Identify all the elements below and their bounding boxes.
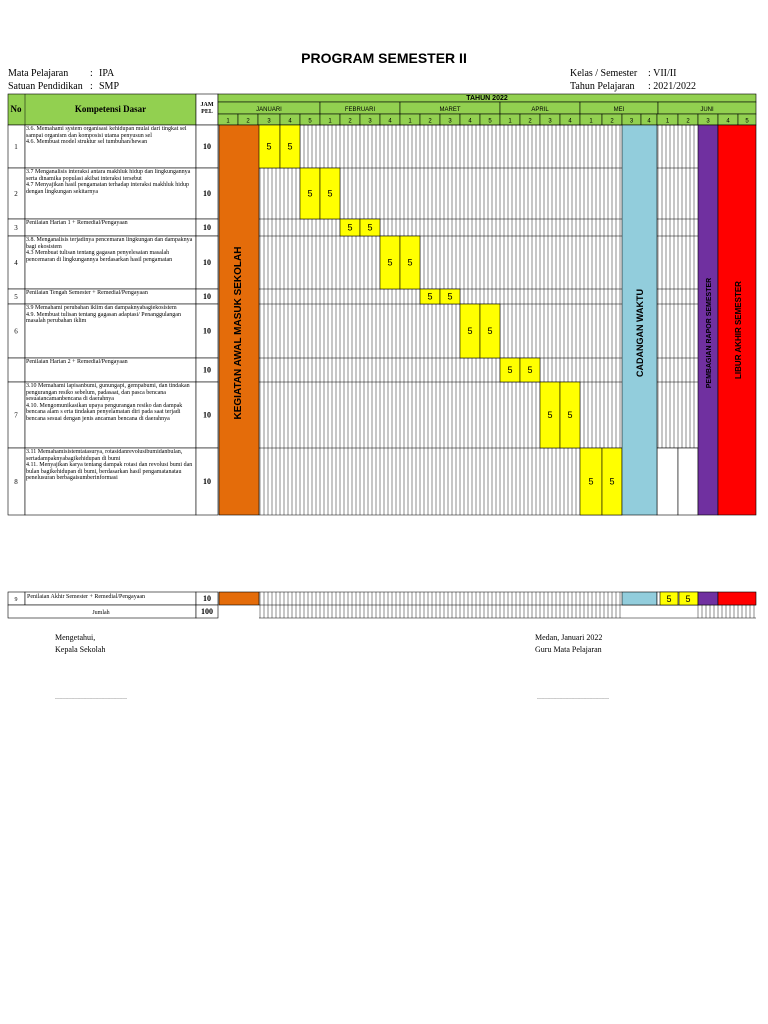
row-jam: 10 — [203, 223, 211, 232]
row-kd — [26, 359, 195, 381]
blank-cell — [678, 448, 698, 515]
row-number: 8 — [14, 478, 18, 486]
row9-hours: 5 — [685, 594, 691, 604]
header-week-label: 2 — [428, 118, 432, 125]
mapel-value: IPA — [99, 68, 115, 79]
header-week-label: 1 — [589, 118, 593, 125]
header-week-label: 3 — [629, 118, 634, 125]
header-week-label: 3 — [267, 118, 271, 125]
highlight-hours: 5 — [507, 365, 513, 375]
row9-kd: Penilaian Akhir Semester + Remedial/Pengayaan — [27, 594, 146, 600]
highlight-hours: 5 — [567, 410, 573, 420]
header-month-label: MEI — [613, 107, 625, 113]
highlight-hours: 5 — [487, 326, 493, 336]
row-number: 5 — [14, 293, 18, 301]
cadangan-label: CADANGAN WAKTU — [635, 289, 645, 377]
row9-kegiatan — [219, 592, 259, 605]
row-no-cell — [8, 358, 25, 382]
header-week-label: 4 — [647, 118, 651, 125]
header-week-label: 1 — [328, 118, 332, 125]
kelas-value: : VII/II — [648, 68, 677, 79]
kelas-label: Kelas / Semester — [570, 68, 638, 79]
sign-dots-left: ……………………………… — [55, 695, 127, 701]
header-week-label: 2 — [528, 118, 532, 125]
header-week-label: 1 — [508, 118, 512, 125]
highlight-hours: 5 — [266, 141, 272, 152]
header-month-label: JANUARI — [256, 107, 282, 113]
header-week-label: 3 — [368, 118, 372, 125]
jumlah-value: 100 — [201, 607, 213, 616]
row-jam: 10 — [203, 142, 211, 151]
row9-cadangan — [622, 592, 657, 605]
header-week-label: 4 — [468, 118, 472, 125]
row-jam: 10 — [203, 477, 211, 486]
sign-left — [55, 632, 105, 656]
header-month-label: FEBRUARI — [344, 107, 376, 113]
header-week-label: 1 — [226, 118, 230, 125]
header-week-label: 1 — [408, 118, 412, 125]
header-week-label: 5 — [745, 118, 749, 125]
header-week-label: 4 — [388, 118, 392, 125]
row9-libur — [718, 592, 756, 605]
row-kd — [26, 383, 195, 447]
row-jam: 10 — [203, 189, 211, 198]
blank-cell — [657, 448, 678, 515]
header-week-label: 3 — [548, 118, 552, 125]
row-kd-text: 3.9 Memahami perubahan iklim dan dampaknyabagiekosistem 4.9. Membuat tulisan tentang gagasan adaptasi/ Penanggulangan masalah perubahan iklim — [26, 305, 181, 325]
sign-right — [535, 632, 602, 656]
header-week-label: 2 — [246, 118, 250, 125]
row-kd — [26, 237, 195, 288]
satuan-value: SMP — [99, 81, 120, 92]
sign-dots-right: ……………………………… — [537, 695, 609, 701]
highlight-hours: 5 — [327, 188, 333, 199]
mapel-sep: : — [90, 68, 93, 79]
row-jam: 10 — [203, 326, 211, 336]
row-jam: 10 — [203, 365, 211, 375]
mengetahui-text: Mengetahui, — [55, 633, 96, 642]
row-number: 3 — [14, 224, 18, 232]
jumlah-label: Jumlah — [92, 610, 110, 616]
row-kd-text: 3.8. Menganalisis terjadinya pencemaran lingkungan dan dampaknya bagi ekosistem 4.3 Membuat tulisan tentang gagasan penyelesaian masalah pencemaran di lingkungannya berdasarkan hasil pengamatan — [26, 237, 193, 263]
row-kd — [26, 449, 195, 514]
header-week-label: 2 — [610, 118, 614, 125]
highlight-hours: 5 — [547, 410, 553, 420]
row-kd — [26, 126, 195, 167]
header-pel-label: PEL — [201, 109, 213, 115]
header-week-label: 3 — [448, 118, 452, 125]
tahun-label: Tahun Pelajaran — [570, 81, 635, 92]
header-month-label: MARET — [439, 107, 461, 113]
header-week-label: 2 — [348, 118, 352, 125]
kepala-sekolah-text: Kepala Sekolah — [55, 645, 106, 654]
row-jam: 10 — [203, 292, 211, 301]
row-jam: 10 — [203, 258, 211, 267]
row-kd-text: 3.10 Memahami lapisanbumi, gunungapi, gempabumi, dan tindakan pengurangan resiko sebelum, padasaat, dan pasca bencana sesuaiancamanbencana di daerahnya 4.10. Mengomunikasikan upaya pengurangan resiko dan dampak bencana alam s erta tindakan penyelamatan diri pada saat terjadi bencana sesuai dengan jenis ancaman bencana di daerahnya — [26, 383, 190, 422]
highlight-hours: 5 — [387, 257, 393, 268]
row-number: 1 — [14, 143, 18, 151]
header-week-label: 1 — [665, 118, 670, 125]
highlight-hours: 5 — [447, 291, 453, 302]
row9-rapor — [698, 592, 718, 605]
row-number: 2 — [14, 190, 18, 198]
header-month-label: APRIL — [531, 107, 549, 113]
header-week-label: 4 — [726, 118, 730, 125]
row-kd-text: 3.6. Memahami system organisasi kehidupan mulai dari tingkat sel sampai organism dan komposisi utama penyusun sel 4.6. Membuat model struktur sel tumbuhan/hewan — [26, 126, 187, 146]
satuan-label: Satuan Pendidikan — [8, 81, 83, 92]
header-week-label: 4 — [568, 118, 572, 125]
mapel-label: Mata Pelajaran — [8, 68, 69, 79]
kegiatan-label: KEGIATAN AWAL MASUK SEKOLAH — [233, 246, 244, 420]
row-kd — [26, 290, 195, 303]
tahun-value: : 2021/2022 — [648, 81, 697, 92]
header-year-label: TAHUN 2022 — [466, 95, 508, 102]
row-kd-text: 3.11 Memahamisistemtatasurya, rotasidanrevolusibumidanbulan, sertadampaknyabagikehidupan di bumi 4.11. Menyajikan karya tentang dampak rotasi dan revolusi bumi dan bulan bagikehidupan di bumi, berdasarkan hasil pengamatanatau penelusuran berbagaisumberinformasi — [26, 449, 193, 482]
row-kd — [26, 169, 195, 218]
page-title: PROGRAM SEMESTER II — [301, 50, 467, 66]
highlight-hours: 5 — [588, 476, 594, 487]
header-week-label: 4 — [288, 118, 292, 125]
row-kd-text: 3.7 Menganalisis interaksi antara makhluk hidup dan lingkungannya serta dinamika populasi akibat interaksi tersebut 4.7 Menyajikan hasil pengamatan terhadap interaksi makhluk hidup dengan lingkungan sekitarnya — [26, 169, 191, 195]
libur-label: LIBUR AKHIR SEMESTER — [734, 281, 743, 379]
row-number: 7 — [14, 411, 18, 420]
satuan-sep: : — [90, 81, 93, 92]
highlight-hours: 5 — [407, 257, 413, 268]
rapor-label: PEMBAGIAN RAPOR SEMESTER — [706, 277, 713, 389]
header-week-label: 5 — [308, 118, 312, 125]
highlight-hours: 5 — [467, 326, 473, 336]
highlight-hours: 5 — [367, 222, 373, 233]
header-kd-label: Kompetensi Dasar — [74, 104, 147, 114]
highlight-hours: 5 — [307, 188, 313, 199]
highlight-hours: 5 — [527, 365, 533, 375]
header-week-label: 3 — [706, 118, 710, 125]
header-week-label: 2 — [686, 118, 690, 125]
row9-number: 9 — [14, 597, 18, 603]
highlight-hours: 5 — [287, 141, 293, 152]
row-kd-text: Penilaian Tengah Semester + Remedial/Pengayaan — [26, 290, 148, 296]
row9-hours: 5 — [666, 594, 672, 604]
place-date-text: Medan, Januari 2022 — [535, 633, 603, 642]
row-kd-text: Penilaian Harian 1 + Remedial/Pengayaan — [26, 220, 128, 226]
row9-jam: 10 — [203, 594, 211, 603]
header-week-label: 5 — [488, 118, 492, 125]
row-kd-text: Penilaian Harian 2 + Remedial/Pengayaan — [26, 359, 128, 365]
row-jam: 10 — [203, 410, 211, 420]
highlight-hours: 5 — [347, 222, 353, 233]
guru-text: Guru Mata Pelajaran — [535, 645, 602, 654]
row-number: 6 — [14, 327, 18, 336]
header-jam-label: JAM — [200, 102, 214, 108]
row-kd — [26, 305, 195, 357]
header-month-label: JUNI — [700, 107, 714, 113]
highlight-hours: 5 — [427, 291, 433, 302]
row-kd — [26, 220, 195, 235]
highlight-hours: 5 — [609, 476, 615, 487]
header-no-label: No — [10, 104, 22, 114]
row-number: 4 — [14, 259, 18, 267]
